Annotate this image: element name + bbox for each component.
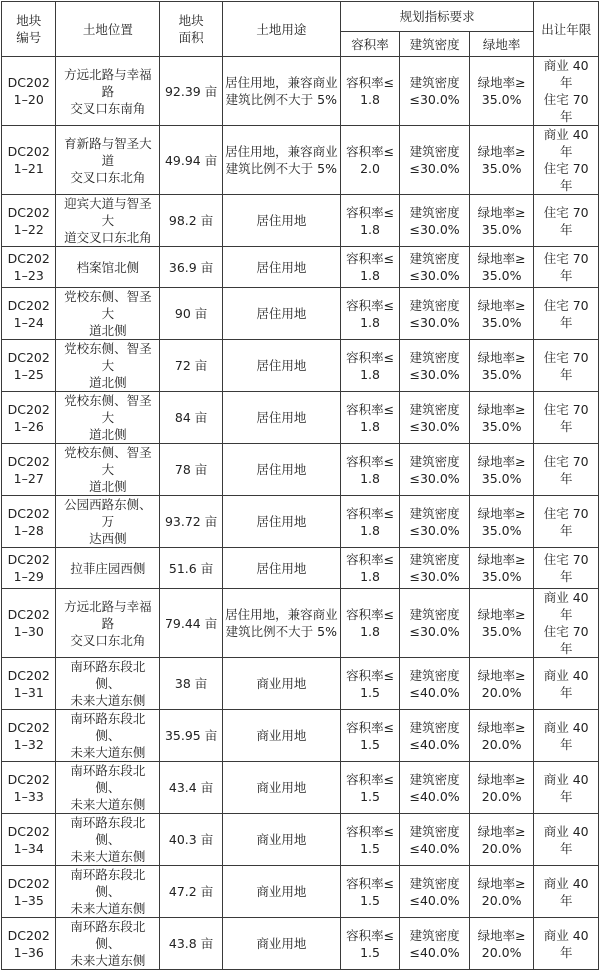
cell-green-ratio: 绿地率≥ 20.0% (469, 710, 534, 762)
cell-location: 南环路东段北侧、 未来大道东侧 (56, 658, 160, 710)
cell-floor-area-ratio: 容积率≤ 2.0 (340, 126, 399, 195)
cell-green-ratio: 绿地率≥ 35.0% (469, 195, 534, 247)
table-row (2, 340, 599, 392)
cell-land-use: 居住用地 (222, 496, 340, 548)
cell-parcel-id: DC202 1–35 (2, 866, 56, 918)
cell-building-density: 建筑密度 ≤40.0% (400, 762, 470, 814)
cell-location: 南环路东段北侧、 未来大道东侧 (56, 762, 160, 814)
cell-location: 迎宾大道与智圣大 道交叉口东北角 (56, 195, 160, 247)
cell-parcel-id: DC202 1–32 (2, 710, 56, 762)
cell-parcel-id: DC202 1–21 (2, 126, 56, 195)
cell-lease-term: 商业 40 年 (534, 710, 599, 762)
cell-lease-term: 商业 40 年 (534, 762, 599, 814)
cell-land-use: 商业用地 (222, 814, 340, 866)
cell-building-density: 建筑密度 ≤30.0% (400, 589, 470, 658)
cell-area: 51.6 亩 (160, 548, 223, 589)
table-row (2, 866, 599, 918)
cell-area: 98.2 亩 (160, 195, 223, 247)
cell-parcel-id: DC202 1–34 (2, 814, 56, 866)
header-planning-requirements: 规划指标要求 (340, 2, 534, 32)
cell-location: 党校东侧、智圣大 道北侧 (56, 288, 160, 340)
cell-land-use: 商业用地 (222, 866, 340, 918)
cell-land-use: 居住用地 (222, 288, 340, 340)
cell-building-density: 建筑密度 ≤30.0% (400, 444, 470, 496)
table-row (2, 444, 599, 496)
cell-land-use: 商业用地 (222, 762, 340, 814)
cell-area: 93.72 亩 (160, 496, 223, 548)
cell-building-density: 建筑密度 ≤30.0% (400, 340, 470, 392)
cell-floor-area-ratio: 容积率≤ 1.5 (340, 710, 399, 762)
cell-area: 79.44 亩 (160, 589, 223, 658)
cell-parcel-id: DC202 1–31 (2, 658, 56, 710)
header-floor-area-ratio: 容积率 (340, 32, 399, 57)
cell-floor-area-ratio: 容积率≤ 1.8 (340, 195, 399, 247)
cell-building-density: 建筑密度 ≤40.0% (400, 710, 470, 762)
cell-building-density: 建筑密度 ≤30.0% (400, 247, 470, 288)
table-row (2, 126, 599, 195)
cell-green-ratio: 绿地率≥ 20.0% (469, 866, 534, 918)
table-row (2, 247, 599, 288)
table-row (2, 392, 599, 444)
cell-land-use: 居住用地 (222, 247, 340, 288)
cell-floor-area-ratio: 容积率≤ 1.8 (340, 392, 399, 444)
cell-green-ratio: 绿地率≥ 35.0% (469, 548, 534, 589)
cell-location: 党校东侧、智圣大 道北侧 (56, 340, 160, 392)
cell-floor-area-ratio: 容积率≤ 1.5 (340, 918, 399, 970)
table-row (2, 918, 599, 970)
cell-building-density: 建筑密度 ≤40.0% (400, 658, 470, 710)
cell-area: 49.94 亩 (160, 126, 223, 195)
cell-area: 43.8 亩 (160, 918, 223, 970)
cell-floor-area-ratio: 容积率≤ 1.5 (340, 762, 399, 814)
cell-green-ratio: 绿地率≥ 20.0% (469, 814, 534, 866)
cell-area: 92.39 亩 (160, 57, 223, 126)
cell-green-ratio: 绿地率≥ 35.0% (469, 57, 534, 126)
cell-land-use: 居住用地 (222, 444, 340, 496)
cell-building-density: 建筑密度 ≤30.0% (400, 195, 470, 247)
cell-lease-term: 商业 40 年 住宅 70 年 (534, 57, 599, 126)
cell-floor-area-ratio: 容积率≤ 1.8 (340, 496, 399, 548)
cell-area: 36.9 亩 (160, 247, 223, 288)
cell-parcel-id: DC202 1–28 (2, 496, 56, 548)
cell-green-ratio: 绿地率≥ 35.0% (469, 589, 534, 658)
cell-area: 84 亩 (160, 392, 223, 444)
cell-lease-term: 住宅 70 年 (534, 496, 599, 548)
cell-lease-term: 住宅 70 年 (534, 548, 599, 589)
cell-parcel-id: DC202 1–23 (2, 247, 56, 288)
table-row (2, 589, 599, 658)
cell-location: 党校东侧、智圣大 道北侧 (56, 392, 160, 444)
cell-area: 47.2 亩 (160, 866, 223, 918)
cell-lease-term: 商业 40 年 (534, 658, 599, 710)
table-row (2, 710, 599, 762)
cell-land-use: 居住用地，兼容商业 建筑比例不大于 5% (222, 126, 340, 195)
cell-lease-term: 商业 40 年 (534, 918, 599, 970)
header-row (2, 2, 599, 32)
cell-lease-term: 住宅 70 年 (534, 340, 599, 392)
cell-lease-term: 住宅 70 年 (534, 444, 599, 496)
table-row (2, 658, 599, 710)
table-row (2, 288, 599, 340)
cell-location: 南环路东段北侧、 未来大道东侧 (56, 710, 160, 762)
cell-building-density: 建筑密度 ≤40.0% (400, 918, 470, 970)
cell-lease-term: 住宅 70 年 (534, 195, 599, 247)
cell-area: 40.3 亩 (160, 814, 223, 866)
cell-lease-term: 住宅 70 年 (534, 288, 599, 340)
cell-land-use: 居住用地，兼容商业 建筑比例不大于 5% (222, 589, 340, 658)
cell-building-density: 建筑密度 ≤30.0% (400, 126, 470, 195)
cell-green-ratio: 绿地率≥ 20.0% (469, 762, 534, 814)
cell-building-density: 建筑密度 ≤30.0% (400, 496, 470, 548)
cell-area: 72 亩 (160, 340, 223, 392)
cell-floor-area-ratio: 容积率≤ 1.8 (340, 444, 399, 496)
cell-floor-area-ratio: 容积率≤ 1.8 (340, 288, 399, 340)
cell-building-density: 建筑密度 ≤30.0% (400, 288, 470, 340)
cell-lease-term: 商业 40 年 (534, 866, 599, 918)
table-row (2, 195, 599, 247)
cell-land-use: 居住用地 (222, 392, 340, 444)
cell-green-ratio: 绿地率≥ 35.0% (469, 444, 534, 496)
cell-land-use: 居住用地 (222, 195, 340, 247)
cell-parcel-id: DC202 1–22 (2, 195, 56, 247)
table-row (2, 548, 599, 589)
cell-green-ratio: 绿地率≥ 35.0% (469, 496, 534, 548)
cell-land-use: 商业用地 (222, 918, 340, 970)
cell-floor-area-ratio: 容积率≤ 1.8 (340, 548, 399, 589)
cell-land-use: 商业用地 (222, 658, 340, 710)
cell-location: 党校东侧、智圣大 道北侧 (56, 444, 160, 496)
cell-building-density: 建筑密度 ≤30.0% (400, 57, 470, 126)
cell-green-ratio: 绿地率≥ 20.0% (469, 918, 534, 970)
cell-location: 南环路东段北侧、 未来大道东侧 (56, 918, 160, 970)
cell-building-density: 建筑密度 ≤30.0% (400, 392, 470, 444)
cell-green-ratio: 绿地率≥ 35.0% (469, 340, 534, 392)
cell-parcel-id: DC202 1–25 (2, 340, 56, 392)
cell-building-density: 建筑密度 ≤40.0% (400, 814, 470, 866)
cell-parcel-id: DC202 1–29 (2, 548, 56, 589)
cell-area: 43.4 亩 (160, 762, 223, 814)
cell-area: 78 亩 (160, 444, 223, 496)
cell-location: 南环路东段北侧、 未来大道东侧 (56, 814, 160, 866)
land-parcel-table (1, 1, 599, 970)
cell-parcel-id: DC202 1–33 (2, 762, 56, 814)
table-row (2, 57, 599, 126)
cell-green-ratio: 绿地率≥ 35.0% (469, 247, 534, 288)
cell-parcel-id: DC202 1–27 (2, 444, 56, 496)
header-building-density: 建筑密度 (400, 32, 470, 57)
table-row (2, 814, 599, 866)
cell-floor-area-ratio: 容积率≤ 1.5 (340, 658, 399, 710)
cell-location: 育新路与智圣大道 交叉口东北角 (56, 126, 160, 195)
cell-location: 方远北路与幸福路 交叉口东南角 (56, 57, 160, 126)
cell-area: 90 亩 (160, 288, 223, 340)
cell-parcel-id: DC202 1–36 (2, 918, 56, 970)
cell-parcel-id: DC202 1–30 (2, 589, 56, 658)
header-lease-term: 出让年限 (534, 2, 599, 57)
cell-floor-area-ratio: 容积率≤ 1.8 (340, 247, 399, 288)
table-row (2, 762, 599, 814)
cell-floor-area-ratio: 容积率≤ 1.5 (340, 866, 399, 918)
cell-green-ratio: 绿地率≥ 20.0% (469, 658, 534, 710)
cell-building-density: 建筑密度 ≤30.0% (400, 548, 470, 589)
header-land-use: 土地用途 (222, 2, 340, 57)
cell-green-ratio: 绿地率≥ 35.0% (469, 288, 534, 340)
header-parcel-id: 地块 编号 (2, 2, 56, 57)
table-header (2, 2, 599, 57)
cell-land-use: 居住用地 (222, 340, 340, 392)
cell-floor-area-ratio: 容积率≤ 1.8 (340, 57, 399, 126)
cell-land-use: 商业用地 (222, 710, 340, 762)
cell-parcel-id: DC202 1–20 (2, 57, 56, 126)
cell-floor-area-ratio: 容积率≤ 1.8 (340, 589, 399, 658)
cell-location: 公园西路东侧、万 达西侧 (56, 496, 160, 548)
cell-location: 拉菲庄园西侧 (56, 548, 160, 589)
cell-location: 南环路东段北侧、 未来大道东侧 (56, 866, 160, 918)
cell-lease-term: 商业 40 年 (534, 814, 599, 866)
cell-land-use: 居住用地，兼容商业 建筑比例不大于 5% (222, 57, 340, 126)
cell-green-ratio: 绿地率≥ 35.0% (469, 126, 534, 195)
header-area: 地块 面积 (160, 2, 223, 57)
table-body (2, 57, 599, 970)
cell-lease-term: 商业 40 年 住宅 70 年 (534, 126, 599, 195)
cell-floor-area-ratio: 容积率≤ 1.5 (340, 814, 399, 866)
cell-land-use: 居住用地 (222, 548, 340, 589)
cell-building-density: 建筑密度 ≤40.0% (400, 866, 470, 918)
cell-location: 档案馆北侧 (56, 247, 160, 288)
cell-parcel-id: DC202 1–26 (2, 392, 56, 444)
cell-floor-area-ratio: 容积率≤ 1.8 (340, 340, 399, 392)
table-row (2, 496, 599, 548)
cell-lease-term: 住宅 70 年 (534, 247, 599, 288)
cell-area: 38 亩 (160, 658, 223, 710)
header-green-ratio: 绿地率 (469, 32, 534, 57)
cell-parcel-id: DC202 1–24 (2, 288, 56, 340)
cell-green-ratio: 绿地率≥ 35.0% (469, 392, 534, 444)
cell-area: 35.95 亩 (160, 710, 223, 762)
cell-lease-term: 商业 40 年 住宅 70 年 (534, 589, 599, 658)
header-location: 土地位置 (56, 2, 160, 57)
cell-location: 方远北路与幸福路 交叉口东北角 (56, 589, 160, 658)
cell-lease-term: 住宅 70 年 (534, 392, 599, 444)
